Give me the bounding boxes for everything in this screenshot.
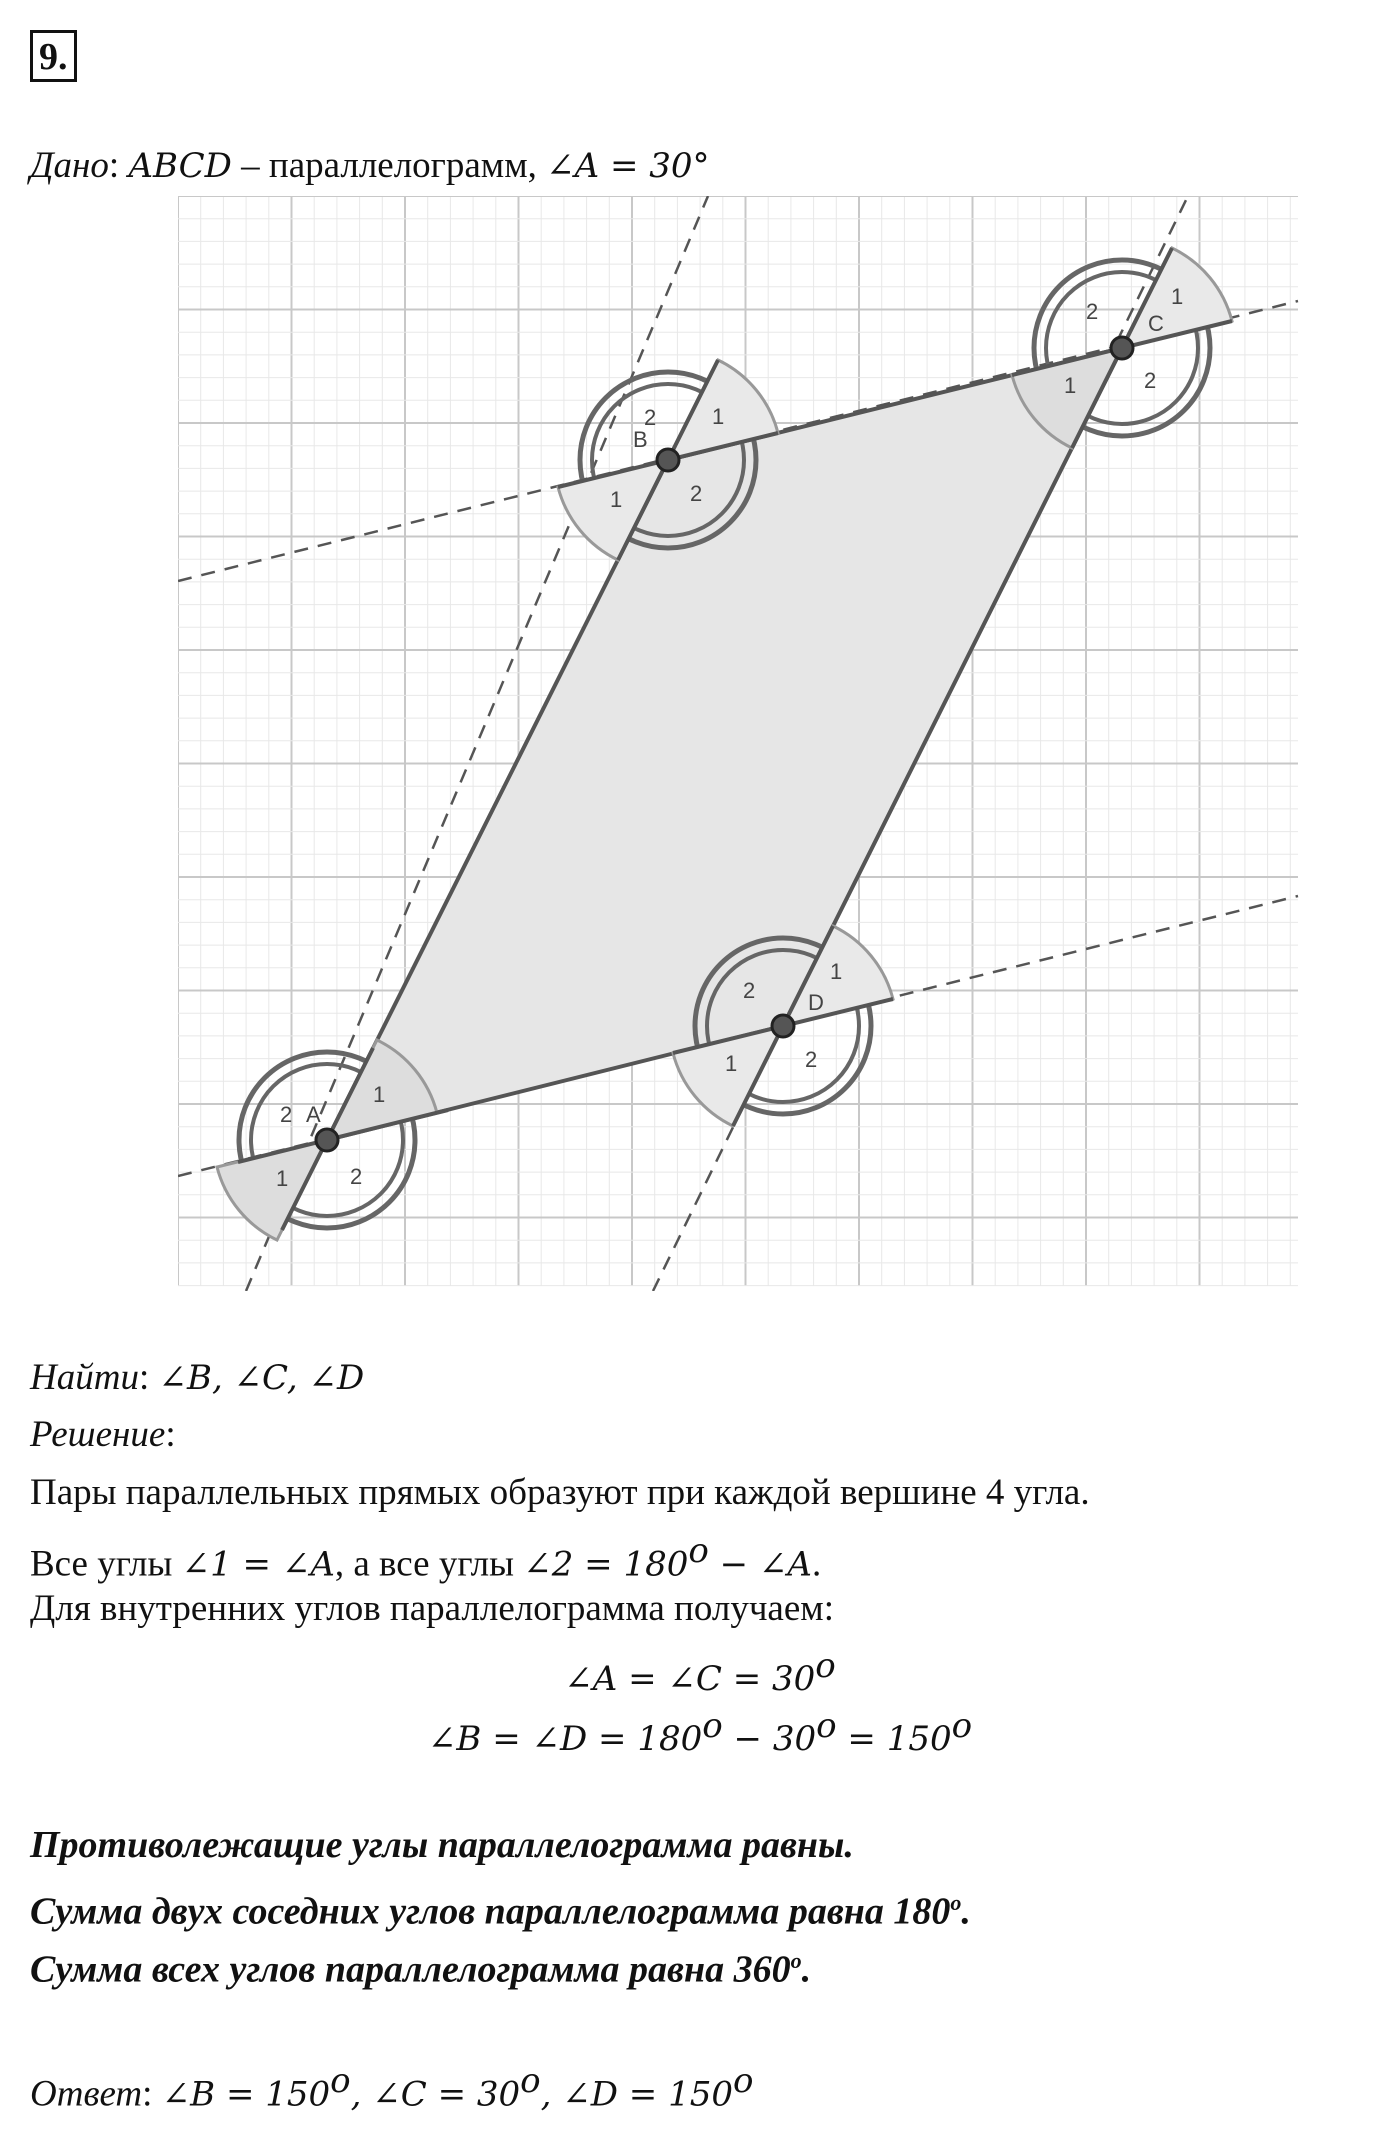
c-mark-1b: 1 [1064,373,1077,398]
solution-line-3: Для внутренних углов параллелограмма получаем: [30,1588,834,1629]
given-text: – параллелограмм, [231,145,547,186]
b-mark-1: 1 [712,404,725,429]
label-b: B [633,427,648,452]
label-c: C [1148,311,1164,336]
d-mark-2b: 2 [805,1047,818,1072]
d-mark-1: 1 [830,959,843,984]
b-mark-2: 2 [644,405,657,430]
a-mark-2b: 2 [350,1164,363,1189]
a-mark-1b: 1 [276,1166,289,1191]
problem-number: 9. [30,30,77,82]
a-mark-1: 1 [373,1082,386,1107]
answer-label: Ответ [30,2073,143,2115]
c-mark-2: 2 [1086,299,1099,324]
c-mark-1: 1 [1171,284,1184,309]
given-figure: ABCD [128,146,232,186]
rule-2: Сумма двух соседних углов параллелограмма равна 180$^o$. [30,1890,971,1933]
parallelogram-figure [178,196,1303,1291]
answer-line: Ответ: ∠B = $150^o$, ∠C = $30^o$, ∠D = $150^o$ [30,2061,754,2115]
given-line: Дано: ABCD – параллелограмм, ∠A = 30° [30,145,710,186]
c-mark-2b: 2 [1144,368,1157,393]
find-value: ∠B, ∠C, ∠D [158,1358,365,1398]
label-d: D [808,990,824,1015]
d-mark-1b: 1 [725,1051,738,1076]
solution-label-line: Решение: [30,1414,176,1455]
equation-2: ∠B = ∠D = $180^o - 30^o = 150^o$ [427,1706,973,1759]
parallelogram [327,348,1122,1140]
equation-1: ∠A = ∠C = $30^o$ [564,1646,836,1699]
find-label: Найти [30,1357,139,1398]
rule-3: Сумма всех углов параллелограмма равна 360$^o$. [30,1948,812,1991]
rule-1: Противолежащие углы параллелограмма равны. [30,1824,854,1866]
find-line: Найти: ∠B, ∠C, ∠D [30,1357,365,1398]
a-mark-2: 2 [280,1102,293,1127]
b-mark-2b: 2 [690,481,703,506]
given-label: Дано [30,145,109,186]
d-mark-2: 2 [743,978,756,1003]
solution-label: Решение [30,1414,166,1455]
given-angle: ∠A = 30° [546,146,710,186]
b-mark-1b: 1 [610,487,623,512]
solution-line-1: Пары параллельных прямых образуют при каждой вершине 4 угла. [30,1472,1090,1513]
solution-line-2: Все углы ∠1 = ∠A, а все углы ∠2 = $180^o$ − ∠A. [30,1531,822,1585]
label-a: A [306,1102,321,1127]
